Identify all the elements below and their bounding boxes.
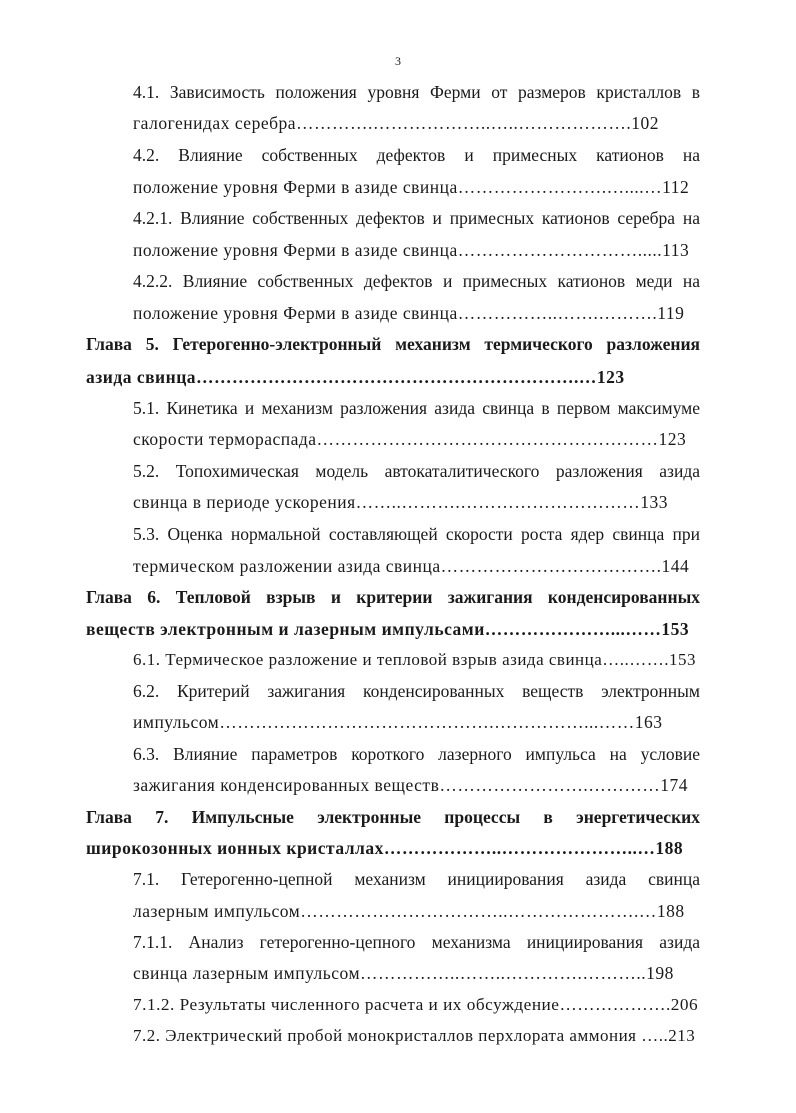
toc-entry-title: 6.1. Термическое разложение и тепловой взрыв азида свинца…..…….153 [133,650,697,669]
toc-entry-continuation: скорости терморaспада…………………………………………………123 [133,429,687,449]
toc-entry-continuation: положение уровня Ферми в азиде свинца……………..…….……….119 [133,303,685,323]
toc-entry-title: 7.2. Электрический пробой монокристаллов перхлората аммония …..213 [133,1026,696,1045]
chapter-heading: Глава 5. Гетерогенно-электронный механизм термического разложения [86,334,700,354]
toc-entry-continuation: импульсом……………………………………….……………...……163 [133,712,663,732]
toc-entry-title: 5.3. Оценка нормальной составляющей скорости роста ядер свинца при [133,524,700,544]
toc-entry-title: 7.1.1. Анализ гетерогенно-цепного механизма инициирования азида [133,932,700,952]
toc-entry-title: 6.2. Критерий зажигания конденсированных веществ электронным [133,681,700,701]
chapter-heading-continuation: веществ электронным и лазерным импульсами…………………...……153 [86,619,690,639]
toc-entry-title: 6.3. Влияние параметров короткого лазерного импульса на условие [133,744,700,764]
toc-entry-title: 4.2. Влияние собственных дефектов и примесных катионов на [133,145,700,165]
toc-entry-title: 4.1. Зависимость положения уровня Ферми от размеров кристаллов в [133,82,700,102]
toc-entry-continuation: свинца в периоде ускорения……..……….…………………………133 [133,492,668,512]
toc-entry-continuation: положение уровня Ферми в азиде свинца………………………….....113 [133,240,690,260]
chapter-heading: Глава 6. Тепловой взрыв и критерии зажигания конденсированных [86,587,700,607]
toc-entry-continuation: лазерным импульсом……………………………..………………….…188 [133,901,685,921]
chapter-heading-continuation: азида свинца……………………………………………………….…123 [86,367,625,387]
toc-entry-continuation: термическом разложении азида свинца……………………………….144 [133,556,690,576]
toc-entry-title: 7.1.2. Результаты численного расчета и их обсуждение……………….206 [133,995,699,1014]
toc-entry-continuation: зажигания конденсированных веществ…………………….…………174 [133,775,688,795]
toc-entry-continuation: галогенидах серебра………….………………..…..……………….102 [133,113,660,133]
chapter-heading: Глава 7. Импульсные электронные процессы в энергетических [86,807,700,827]
toc-entry-title: 5.1. Кинетика и механизм разложения азида свинца в первом максимуме [133,398,700,418]
page-number: 3 [395,54,401,68]
toc-entry-title: 4.2.2. Влияние собственных дефектов и примесных катионов меди на [133,271,700,291]
chapter-heading-continuation: широкозонных ионных кристаллах………………..…………………..…188 [86,838,684,858]
toc-entry-continuation: свинца лазерным импульсом……………..……..………….………..198 [133,963,674,983]
toc-entry-title: 5.2. Топохимическая модель автокаталитического разложения азида [133,461,700,481]
toc-entry-title: 7.1. Гетерогенно-цепной механизм инициирования азида свинца [133,869,700,889]
toc-entry-title: 4.2.1. Влияние собственных дефектов и примесных катионов серебра на [133,208,700,228]
toc-entry-continuation: положение уровня Ферми в азиде свинца…………………….…....…112 [133,177,690,197]
